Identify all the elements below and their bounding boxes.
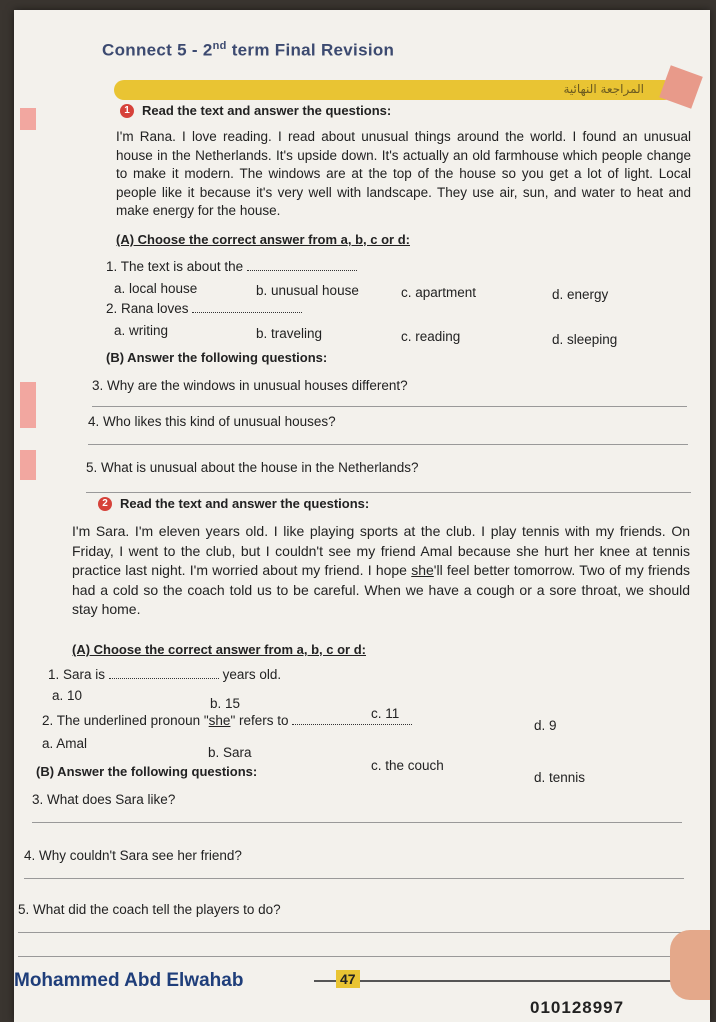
answer-line[interactable] bbox=[18, 932, 688, 933]
s2-q2-option-a[interactable]: a. Amal bbox=[42, 736, 88, 751]
s2-q3: 3. What does Sara like? bbox=[32, 792, 176, 807]
s1-q4: 4. Who likes this kind of unusual houses? bbox=[88, 414, 336, 429]
section2-partB-heading: (B) Answer the following questions: bbox=[36, 764, 258, 779]
answer-blank[interactable] bbox=[109, 666, 219, 679]
section2-number: 2 bbox=[98, 497, 112, 511]
s2-q2-option-d[interactable]: d. tennis bbox=[534, 770, 586, 785]
s1-q1-option-b[interactable]: b. unusual house bbox=[256, 283, 359, 298]
answer-line[interactable] bbox=[92, 406, 687, 407]
answer-line[interactable] bbox=[24, 878, 684, 879]
phone-number: 010128997 bbox=[530, 998, 625, 1017]
thumb bbox=[670, 930, 710, 1000]
underlined-pronoun: she bbox=[411, 562, 434, 578]
s1-q3: 3. Why are the windows in unusual houses different? bbox=[92, 378, 408, 393]
s2-q1-option-b[interactable]: b. 15 bbox=[210, 696, 241, 711]
margin-mark bbox=[20, 450, 36, 480]
footer-rule bbox=[314, 980, 710, 982]
s1-q2-option-c[interactable]: c. reading bbox=[401, 329, 461, 344]
section2-partA-heading: (A) Choose the correct answer from a, b, c or d: bbox=[72, 642, 366, 657]
section2-instruction: Read the text and answer the questions: bbox=[120, 496, 370, 511]
section1-passage: I'm Rana. I love reading. I read about unusual things around the world. I found an unusual house in the Netherlands. It's upside down. It's actually an old farmhouse which people change to make it modern. The windows are at the top of the house so you get a lot of light. Local people like it because it's very well with landscape. They use air, sun, and water to heat and make energy for the house. bbox=[116, 129, 691, 218]
s1-q2-option-a[interactable]: a. writing bbox=[114, 323, 169, 338]
s1-q2: 2. Rana loves bbox=[106, 300, 302, 316]
corner-tab bbox=[659, 65, 703, 109]
answer-line[interactable] bbox=[18, 956, 688, 957]
section2-passage: I'm Sara. I'm eleven years old. I like playing sports at the club. I play tennis with my friends. On Friday, I went to the club, but I couldn't see my friend Amal because she hurt her knee at tennis practice last night. I'm worried about my friend. I hope she'll feel better tomorrow. Two of my friends had a cold so the coach told us to be careful. When we have a cough or a sore throat, we should stay home. bbox=[72, 523, 690, 617]
s1-q2-option-b[interactable]: b. traveling bbox=[256, 326, 323, 341]
section1-instruction: Read the text and answer the questions: bbox=[142, 103, 392, 118]
s2-q1-option-d[interactable]: d. 9 bbox=[534, 718, 557, 733]
page-number: 47 bbox=[336, 970, 360, 988]
s1-q1-option-d[interactable]: d. energy bbox=[552, 287, 609, 302]
section2-heading bbox=[98, 496, 369, 511]
s2-q2-option-b[interactable]: b. Sara bbox=[208, 745, 252, 760]
s1-q1: 1. The text is about the bbox=[106, 258, 357, 274]
answer-blank[interactable] bbox=[247, 258, 357, 271]
s2-q2: 2. The underlined pronoun "she" refers to bbox=[42, 712, 412, 728]
header-banner bbox=[114, 80, 674, 100]
section1-partA-heading: (A) Choose the correct answer from a, b, c or d: bbox=[116, 232, 410, 247]
s2-q1-option-a[interactable]: a. 10 bbox=[52, 688, 83, 703]
section1-partB-heading: (B) Answer the following questions: bbox=[106, 350, 328, 365]
answer-line[interactable] bbox=[88, 444, 688, 445]
s2-q1: 1. Sara is years old. bbox=[48, 667, 282, 682]
s2-q5: 5. What did the coach tell the players to do? bbox=[18, 902, 281, 917]
s1-q1-option-c[interactable]: c. apartment bbox=[401, 285, 477, 300]
page-title: Connect 5 - 2nd term Final Revision bbox=[102, 40, 395, 60]
s1-q5: 5. What is unusual about the house in the Netherlands? bbox=[86, 460, 419, 475]
worksheet-page bbox=[14, 10, 710, 1022]
s2-q1-option-c[interactable]: c. 11 bbox=[371, 706, 400, 721]
banner-text: المراجعة النهائية bbox=[563, 82, 644, 96]
s2-q2-option-c[interactable]: c. the couch bbox=[371, 758, 444, 773]
answer-line[interactable] bbox=[86, 492, 691, 493]
s2-q4: 4. Why couldn't Sara see her friend? bbox=[24, 848, 242, 863]
section1-heading bbox=[120, 103, 391, 118]
answer-line[interactable] bbox=[32, 822, 682, 823]
margin-mark bbox=[20, 382, 36, 428]
s1-q1-option-a[interactable]: a. local house bbox=[114, 281, 198, 296]
margin-mark bbox=[20, 108, 36, 130]
author-name: Mohammed Abd Elwahab bbox=[14, 970, 244, 991]
answer-blank[interactable] bbox=[192, 300, 302, 313]
s1-q2-option-d[interactable]: d. sleeping bbox=[552, 332, 618, 347]
answer-blank[interactable] bbox=[292, 712, 412, 725]
section1-number: 1 bbox=[120, 104, 134, 118]
